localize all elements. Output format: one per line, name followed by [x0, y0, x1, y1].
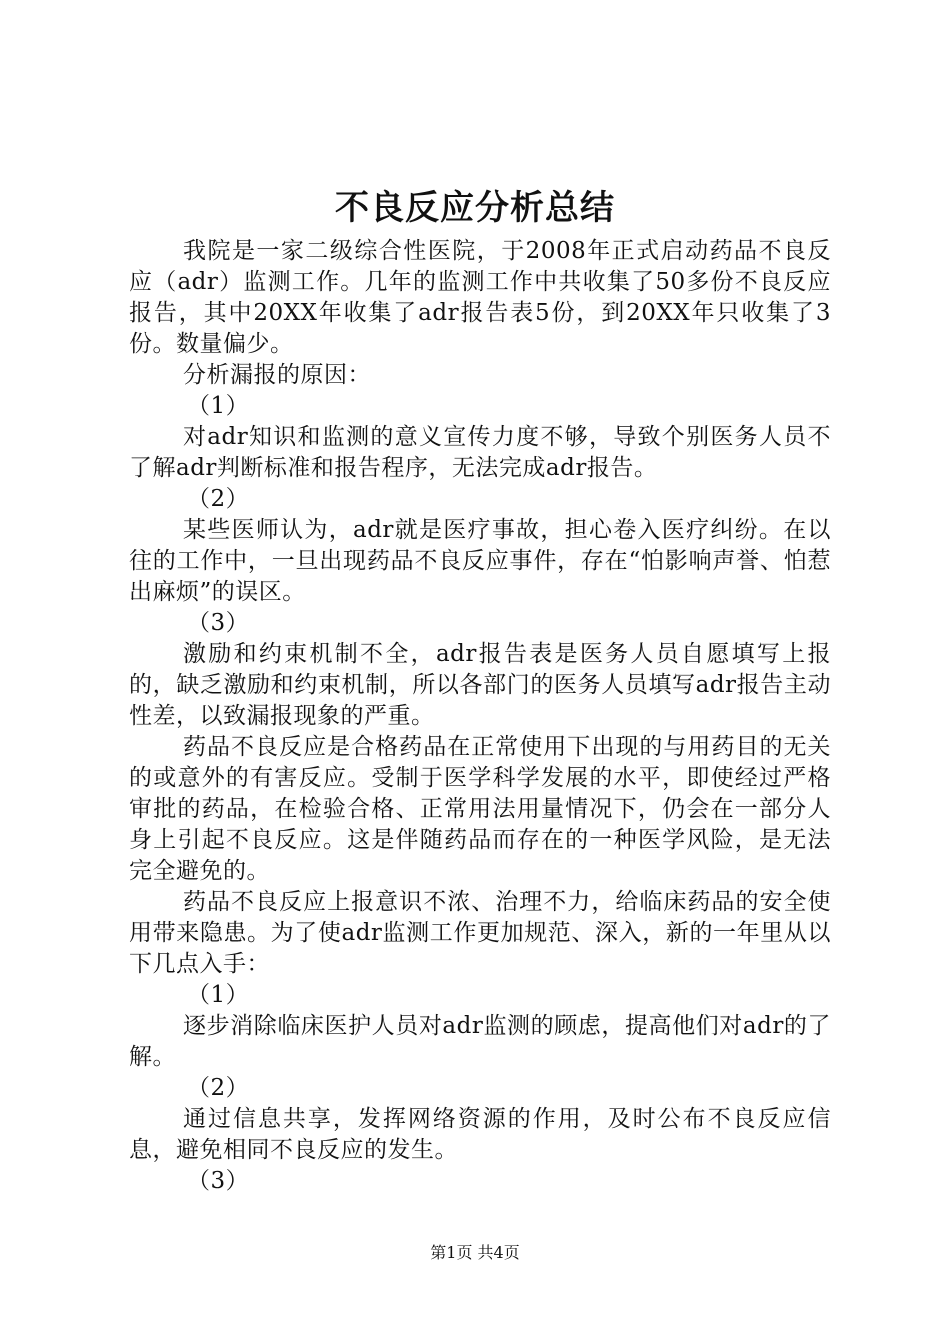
list-marker-3: （3） — [187, 610, 250, 636]
list-marker-1: （1） — [187, 393, 250, 419]
list-marker-plan-2: （2） — [187, 1075, 250, 1101]
paragraph-plan-2: 通过信息共享，发挥网络资源的作用，及时公布不良反应信息，避免相同不良反应的发生。 — [129, 1106, 831, 1163]
paragraph-plan-intro: 药品不良反应上报意识不浓、治理不力，给临床药品的安全使用带来隐患。为了使adr监测工作更加规范、深入，新的一年里从以下几点入手： — [129, 889, 831, 977]
document-body — [129, 236, 831, 1197]
page-footer: 第1页 共4页 — [430, 1243, 520, 1262]
paragraph-adr-definition: 药品不良反应是合格药品在正常使用下出现的与用药目的无关的或意外的有害反应。受制于医学科学发展的水平，即使经过严格审批的药品，在检验合格、正常用法用量情况下，仍会在一部分人身上引起不良反应。这是伴随药品而存在的一种医学风险，是无法完全避免的。 — [129, 734, 831, 884]
list-marker-2: （2） — [187, 486, 250, 512]
paragraph-cause-1: 对adr知识和监测的意义宣传力度不够，导致个别医务人员不了解adr判断标准和报告程序，无法完成adr报告。 — [129, 424, 831, 481]
paragraph-cause-3: 激励和约束机制不全，adr报告表是医务人员自愿填写上报的，缺乏激励和约束机制，所以各部门的医务人员填写adr报告主动性差，以致漏报现象的严重。 — [129, 641, 831, 729]
document-title: 不良反应分析总结 — [335, 188, 615, 228]
paragraph-cause-2: 某些医师认为，adr就是医疗事故，担心卷入医疗纠纷。在以往的工作中，一旦出现药品不良反应事件，存在“怕影响声誉、怕惹出麻烦”的误区。 — [129, 517, 831, 605]
paragraph-plan-1: 逐步消除临床医护人员对adr监测的顾虑，提高他们对adr的了解。 — [129, 1013, 831, 1070]
list-marker-plan-3: （3） — [187, 1168, 250, 1194]
paragraph-cause-heading: 分析漏报的原因： — [183, 362, 371, 388]
list-marker-plan-1: （1） — [187, 982, 250, 1008]
paragraph-intro: 我院是一家二级综合性医院，于2008年正式启动药品不良反应（adr）监测工作。几年的监测工作中共收集了50多份不良反应报告，其中20XX年收集了adr报告表5份，到20XX年只收集了3份。数量偏少。 — [129, 238, 831, 357]
